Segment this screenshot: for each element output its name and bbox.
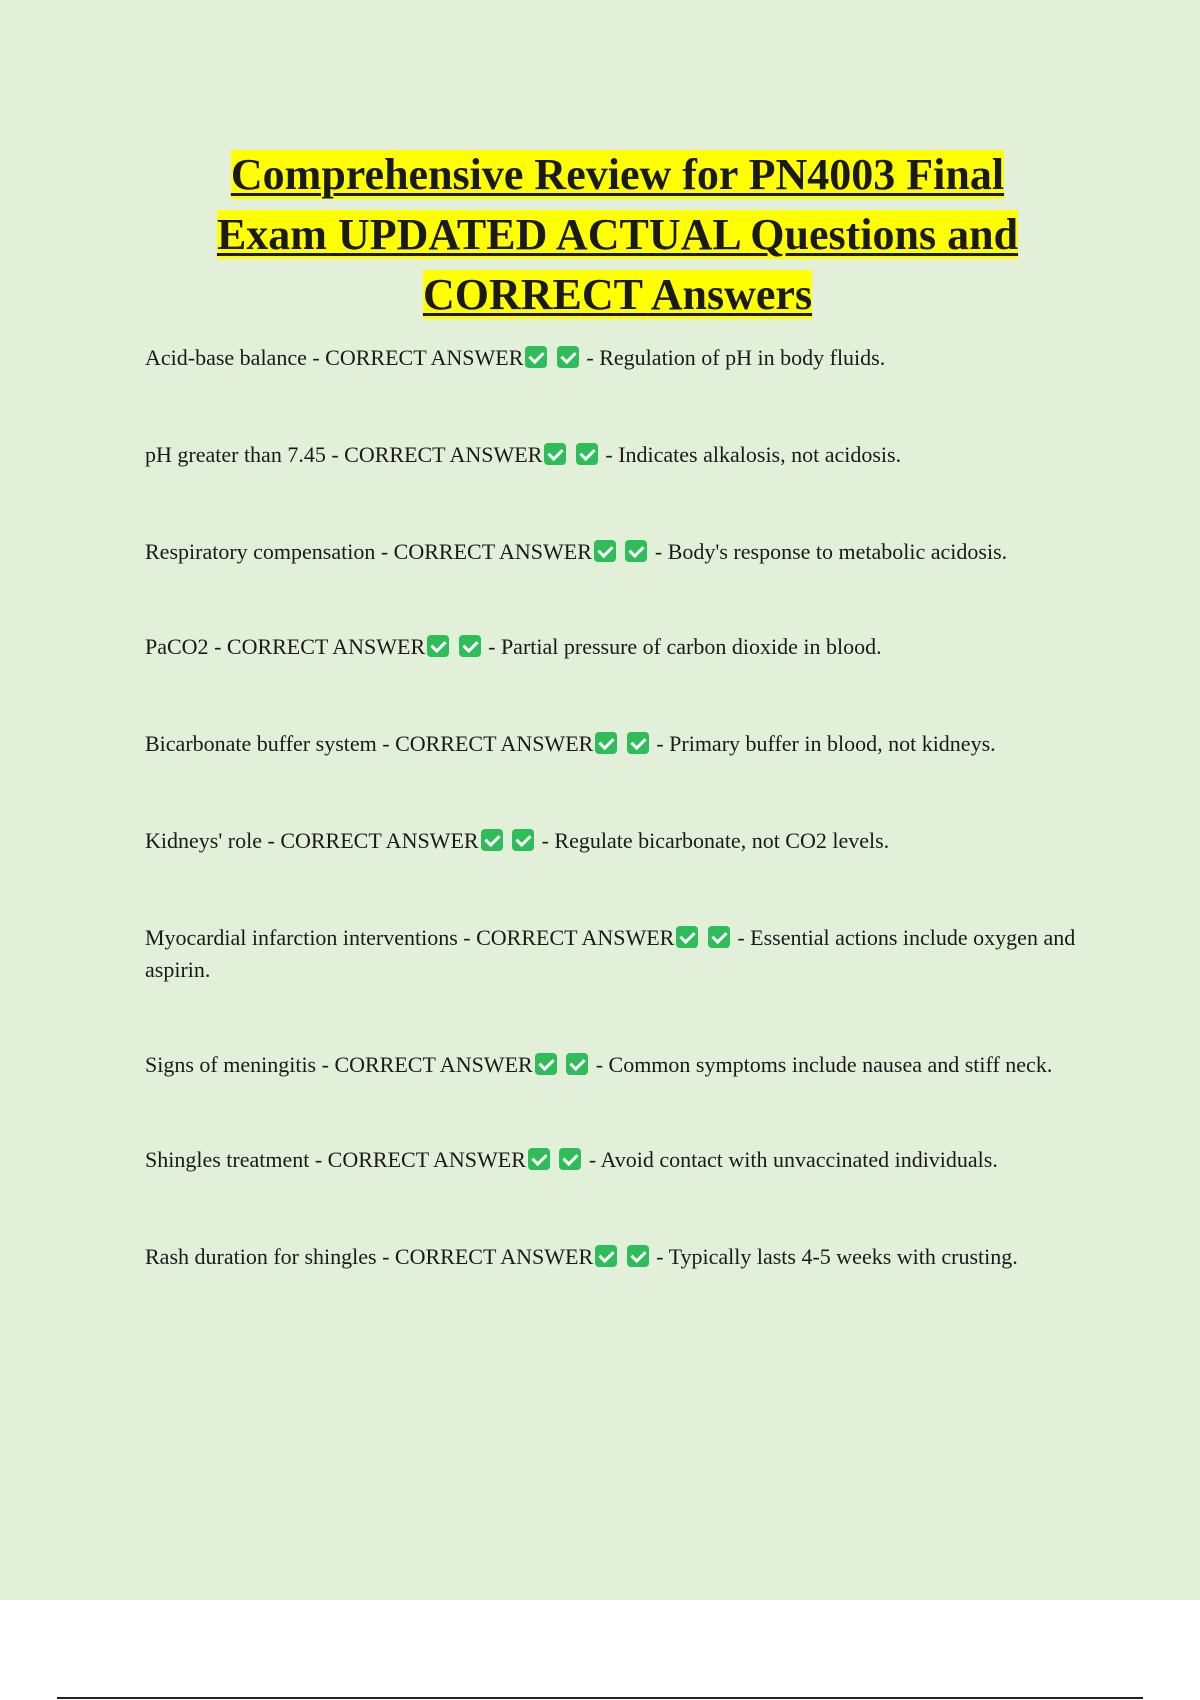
qa-entry bbox=[145, 825, 1095, 857]
qa-term: Myocardial infarction interventions bbox=[145, 925, 458, 950]
check-mark-icon bbox=[525, 346, 547, 368]
check-mark-icon bbox=[528, 1148, 550, 1170]
qa-term: Respiratory compensation bbox=[145, 539, 376, 564]
qa-term: Bicarbonate buffer system bbox=[145, 731, 377, 756]
qa-entry bbox=[145, 922, 1095, 986]
answer-tag: - CORRECT ANSWER bbox=[382, 1244, 594, 1269]
check-mark-icon bbox=[481, 829, 503, 851]
qa-term: Shingles treatment bbox=[145, 1147, 310, 1172]
check-mark-icon bbox=[627, 732, 649, 754]
check-mark-icon bbox=[559, 1148, 581, 1170]
qa-entry bbox=[145, 342, 1095, 374]
check-mark-icon bbox=[459, 635, 481, 657]
qa-list bbox=[145, 342, 1095, 1336]
answer-tag: - CORRECT ANSWER bbox=[314, 1147, 526, 1172]
title-line-2: Exam UPDATED ACTUAL Questions and bbox=[216, 210, 1019, 259]
check-mark-icon bbox=[512, 829, 534, 851]
answer-tag: - CORRECT ANSWER bbox=[463, 925, 675, 950]
qa-entry bbox=[145, 1049, 1095, 1081]
qa-answer: - Regulate bicarbonate, not CO2 levels. bbox=[541, 828, 890, 853]
qa-entry bbox=[145, 536, 1095, 568]
qa-answer: - Primary buffer in blood, not kidneys. bbox=[656, 731, 996, 756]
check-mark-icon bbox=[625, 540, 647, 562]
qa-term: pH greater than 7.45 bbox=[145, 442, 326, 467]
answer-tag: - CORRECT ANSWER bbox=[214, 634, 426, 659]
check-mark-icon bbox=[595, 732, 617, 754]
qa-answer: - Common symptoms include nausea and stiff neck. bbox=[595, 1052, 1053, 1077]
title-line-3: CORRECT Answers bbox=[422, 270, 813, 319]
answer-tag: - CORRECT ANSWER bbox=[267, 828, 479, 853]
qa-answer: - Body's response to metabolic acidosis. bbox=[654, 539, 1008, 564]
answer-tag: - CORRECT ANSWER bbox=[321, 1052, 533, 1077]
check-mark-icon bbox=[627, 1245, 649, 1267]
check-mark-icon bbox=[576, 443, 598, 465]
check-mark-icon bbox=[557, 346, 579, 368]
qa-entry bbox=[145, 728, 1095, 760]
answer-tag: - CORRECT ANSWER bbox=[312, 345, 524, 370]
qa-term: Rash duration for shingles bbox=[145, 1244, 377, 1269]
title-line-1: Comprehensive Review for PN4003 Final bbox=[230, 150, 1005, 199]
qa-answer: - Typically lasts 4-5 weeks with crusting. bbox=[656, 1244, 1018, 1269]
qa-answer: - Indicates alkalosis, not acidosis. bbox=[605, 442, 902, 467]
qa-entry bbox=[145, 631, 1095, 663]
qa-term: Kidneys' role bbox=[145, 828, 262, 853]
check-mark-icon bbox=[595, 1245, 617, 1267]
check-mark-icon bbox=[566, 1053, 588, 1075]
qa-term: Signs of meningitis bbox=[145, 1052, 317, 1077]
qa-entry bbox=[145, 1144, 1095, 1176]
check-mark-icon bbox=[676, 926, 698, 948]
check-mark-icon bbox=[427, 635, 449, 657]
check-mark-icon bbox=[535, 1053, 557, 1075]
footer-divider bbox=[57, 1697, 1143, 1699]
check-mark-icon bbox=[544, 443, 566, 465]
answer-tag: - CORRECT ANSWER bbox=[382, 731, 594, 756]
qa-entry bbox=[145, 439, 1095, 471]
answer-tag: - CORRECT ANSWER bbox=[331, 442, 543, 467]
qa-answer: - Regulation of pH in body fluids. bbox=[586, 345, 886, 370]
check-mark-icon bbox=[594, 540, 616, 562]
qa-term: PaCO2 bbox=[145, 634, 209, 659]
qa-answer: - Avoid contact with unvaccinated individuals. bbox=[588, 1147, 998, 1172]
qa-answer: - Essential actions include oxygen and aspirin. bbox=[145, 925, 1076, 982]
qa-term: Acid-base balance bbox=[145, 345, 307, 370]
qa-entry bbox=[145, 1241, 1095, 1273]
document-title bbox=[130, 145, 1105, 325]
qa-answer: - Partial pressure of carbon dioxide in blood. bbox=[488, 634, 882, 659]
answer-tag: - CORRECT ANSWER bbox=[380, 539, 592, 564]
check-mark-icon bbox=[708, 926, 730, 948]
